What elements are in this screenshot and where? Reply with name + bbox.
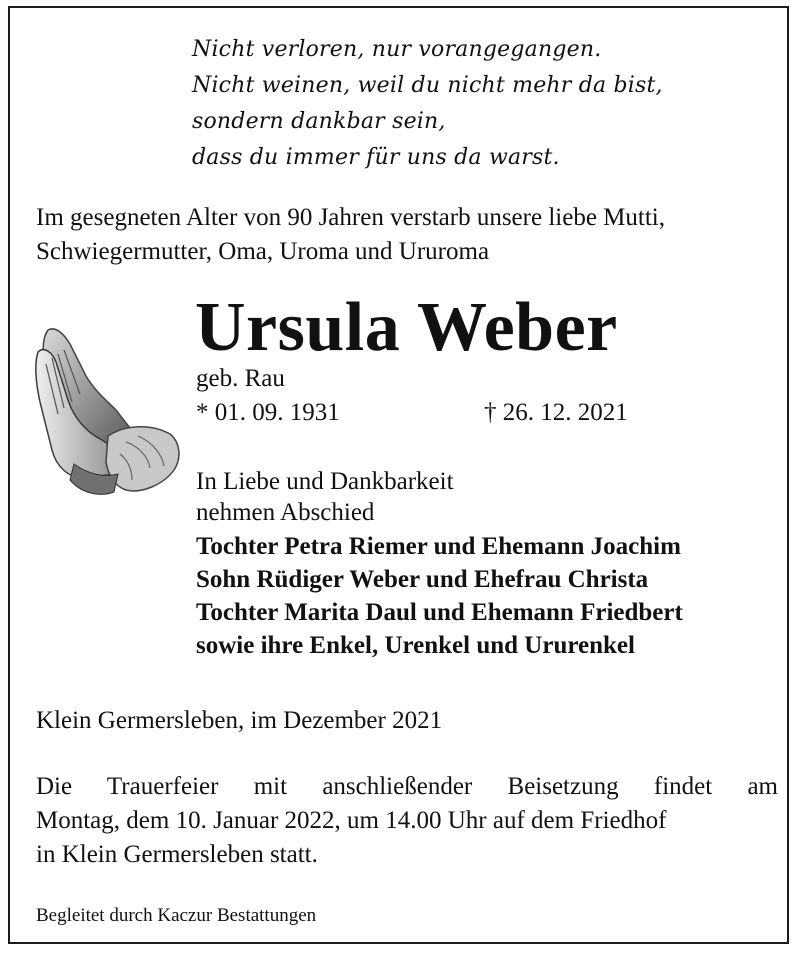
poem-line: Nicht weinen, weil du nicht mehr da bist, (192, 73, 663, 98)
poem-line: Nicht verloren, nur vorangegangen. (192, 37, 602, 62)
funeral-line: in Klein Germersleben statt. (36, 841, 318, 868)
death-date: † 26. 12. 2021 (484, 399, 628, 426)
mourner-line: Tochter Marita Daul und Ehemann Friedbert (196, 599, 683, 626)
intro-line: Schwiegermutter, Oma, Uroma und Ururoma (36, 238, 490, 265)
birth-date: * 01. 09. 1931 (196, 399, 340, 426)
birth-name: geb. Rau (196, 365, 285, 392)
poem-line: dass du immer für uns da warst. (192, 145, 560, 170)
farewell-text (196, 466, 454, 528)
mourner-line: Tochter Petra Riemer und Ehemann Joachim (196, 533, 681, 560)
farewell-line: nehmen Abschied (196, 499, 375, 526)
farewell-line: In Liebe und Dankbarkeit (196, 468, 454, 495)
mourners-list (196, 530, 683, 662)
obituary-notice (8, 6, 789, 944)
praying-hands-icon (34, 324, 184, 500)
funeral-info (36, 770, 778, 872)
mourner-line: Sohn Rüdiger Weber und Ehefrau Christa (196, 566, 649, 593)
intro-text (36, 201, 776, 269)
undertaker-credit: Begleitet durch Kaczur Bestattungen (36, 905, 317, 926)
place-date: Klein Germersleben, im Dezember 2021 (36, 707, 443, 734)
poem-line: sondern dankbar sein, (192, 109, 446, 134)
intro-line: Im gesegneten Alter von 90 Jahren verstarb unsere liebe Mutti, (36, 204, 665, 231)
funeral-line: Die Trauerfeier mit anschließender Beisetzung findet am (36, 773, 778, 800)
mourner-line: sowie ihre Enkel, Urenkel und Ururenkel (196, 632, 635, 659)
poem (192, 32, 663, 176)
deceased-name: Ursula Weber (195, 289, 618, 366)
funeral-line: Montag, dem 10. Januar 2022, um 14.00 Uhr auf dem Friedhof (36, 807, 667, 834)
